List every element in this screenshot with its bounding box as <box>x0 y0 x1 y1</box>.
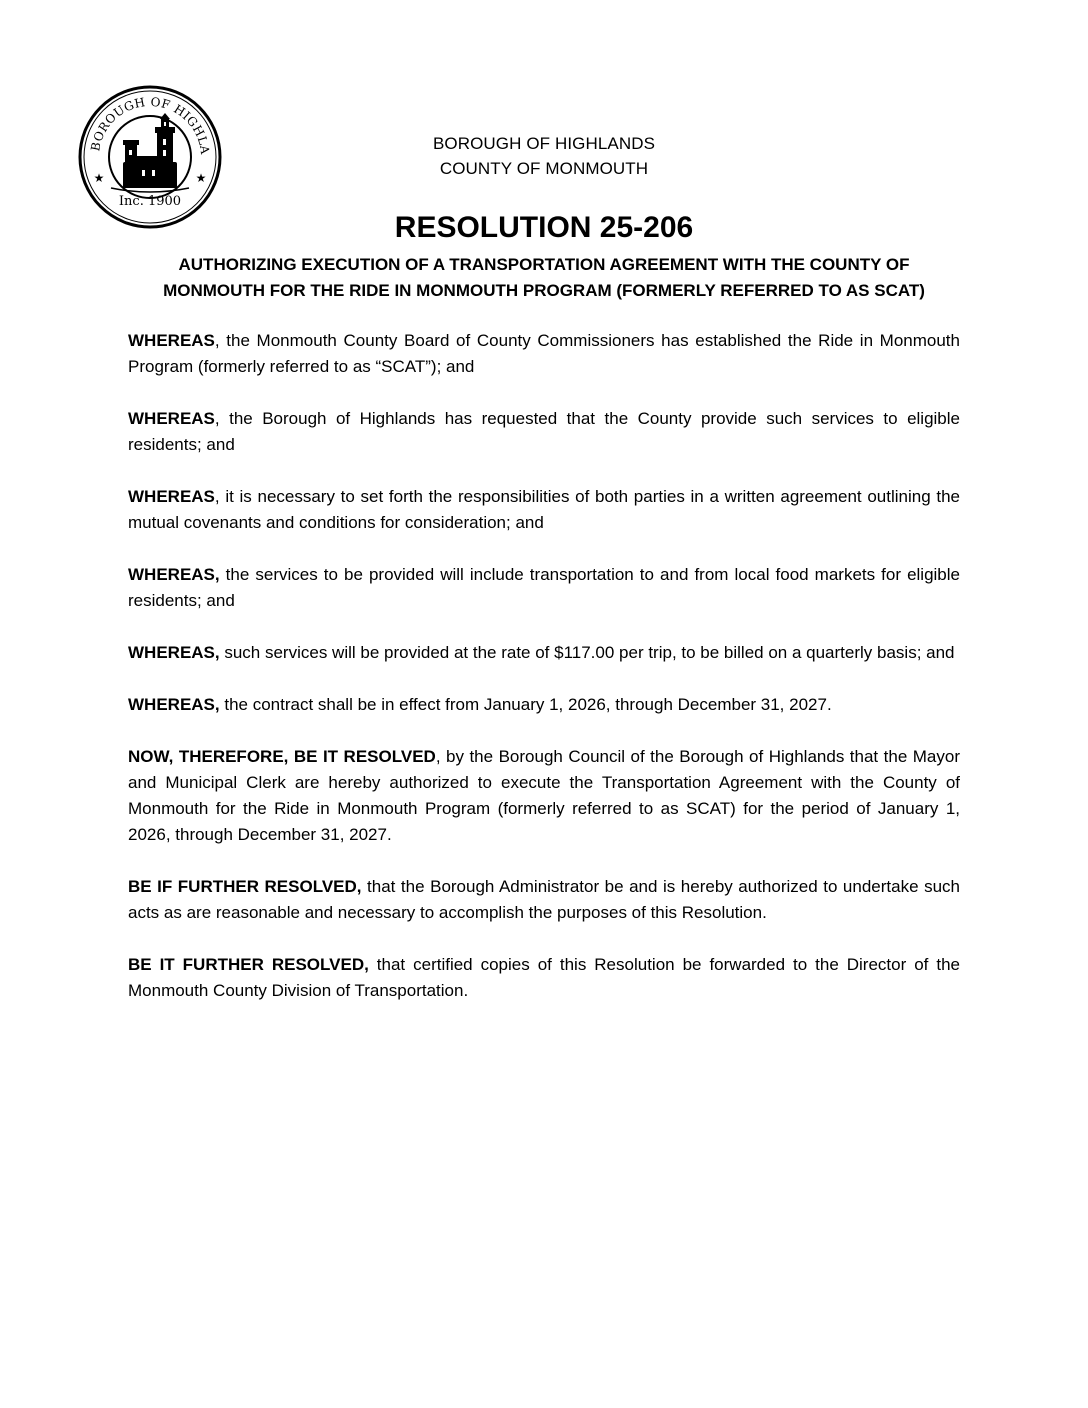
paragraph-lead: BE IF FURTHER RESOLVED, <box>128 877 362 896</box>
paragraph-text: that certified copies of this Resolution be forwarded to the Director of the Monmouth County Division of Transportation. <box>128 955 961 1000</box>
paragraph-text: the services to be provided will include transportation to and from local food markets for eligible residents; and <box>128 565 960 610</box>
paragraph-text: , the Borough of Highlands has requested that the County provide such services to eligible residents; and <box>128 409 960 454</box>
paragraph-text: such services will be provided at the rate of $117.00 per trip, to be billed on a quarterly basis; and <box>219 643 955 662</box>
whereas-paragraph <box>128 692 960 718</box>
paragraph-text: the contract shall be in effect from January 1, 2026, through December 31, 2027. <box>219 695 832 714</box>
county-name: COUNTY OF MONMOUTH <box>439 159 649 178</box>
whereas-paragraph <box>128 640 960 666</box>
paragraph-text: , by the Borough Council of the Borough of Highlands that the Mayor and Municipal Clerk are hereby authorized to execute the Transportation Agreement with the County of Monmouth for the Ride in Monmouth Program (formerly referred to as SCAT) for the period of January 1, 2026, through December 31, 2027. <box>128 747 960 844</box>
paragraph-lead: WHEREAS <box>128 331 215 350</box>
paragraph-text: that the Borough Administrator be and is hereby authorized to undertake such acts as are reasonable and necessary to accomplish the purposes of this Resolution. <box>128 877 960 922</box>
whereas-paragraph <box>128 406 960 458</box>
subtitle-line-1: AUTHORIZING EXECUTION OF A TRANSPORTATION AGREEMENT WITH THE COUNTY OF <box>178 255 910 274</box>
borough-name: BOROUGH OF HIGHLANDS <box>432 134 656 153</box>
paragraph-text: , the Monmouth County Board of County Commissioners has established the Ride in Monmouth Program (formerly referred to as “SCAT”); and <box>128 331 960 376</box>
resolution-title: RESOLUTION 25-206 <box>394 211 694 244</box>
paragraph-lead: WHEREAS <box>128 487 215 506</box>
paragraph-text: , it is necessary to set forth the responsibilities of both parties in a written agreement outlining the mutual covenants and conditions for consideration; and <box>128 487 960 532</box>
paragraph-lead: NOW, THEREFORE, BE IT RESOLVED <box>128 747 436 766</box>
whereas-paragraph <box>128 328 960 380</box>
svg-text:★: ★ <box>93 171 105 185</box>
further-resolved-paragraph <box>128 874 960 926</box>
seal-ring-text-top: BOROUGH OF HIGHLA <box>88 94 213 156</box>
whereas-paragraph <box>128 562 960 614</box>
paragraph-lead: WHEREAS, <box>128 565 220 584</box>
whereas-paragraph <box>128 484 960 536</box>
resolved-paragraph <box>128 744 960 848</box>
subtitle-line-2: MONMOUTH FOR THE RIDE IN MONMOUTH PROGRAM (FORMERLY REFERRED TO AS SCAT) <box>163 281 925 300</box>
resolution-body <box>128 328 960 1030</box>
paragraph-lead: WHEREAS, <box>128 695 220 714</box>
seal-ring-text-bottom: Inc. 1900 <box>118 194 182 209</box>
paragraph-lead: WHEREAS <box>128 409 215 428</box>
svg-text:★: ★ <box>195 171 207 185</box>
paragraph-lead: BE IT FURTHER RESOLVED, <box>128 955 369 974</box>
resolution-subtitle <box>110 252 978 304</box>
further-resolved-paragraph <box>128 952 960 1004</box>
document-header <box>300 131 788 181</box>
svg-text:THE BOROUGH OF HIGHLANDS <box>77 84 212 156</box>
paragraph-lead: WHEREAS, <box>128 643 220 662</box>
